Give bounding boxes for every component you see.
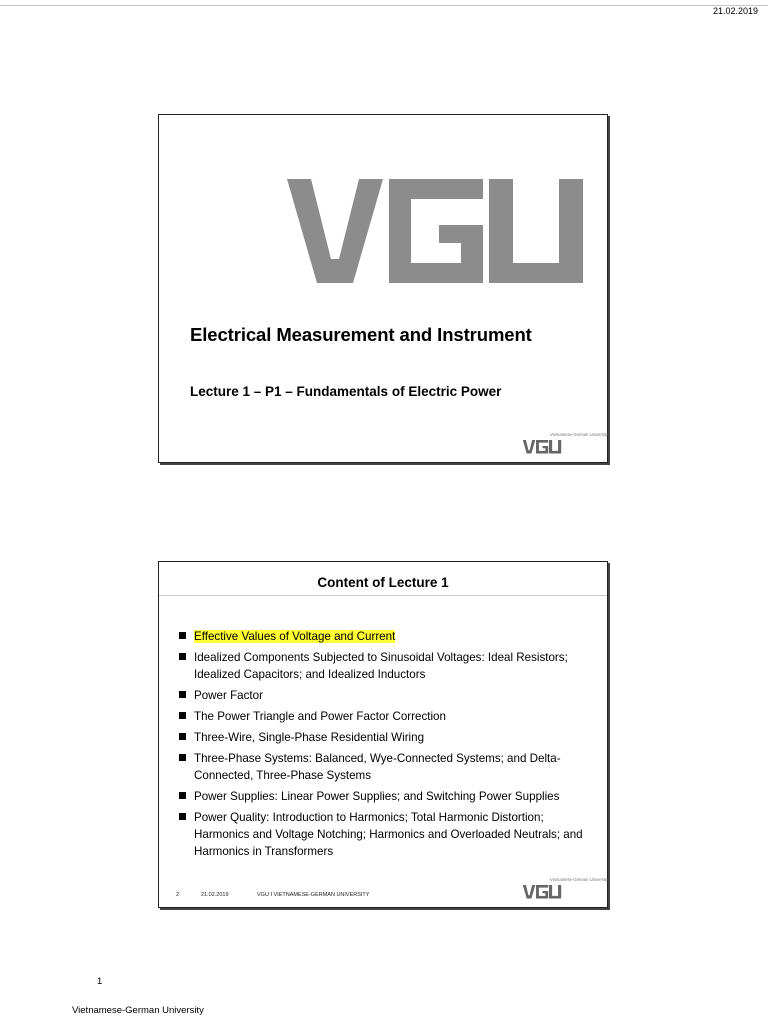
slide-2 xyxy=(158,561,608,908)
list-item: Power Supplies: Linear Power Supplies; and Switching Power Supplies xyxy=(179,788,599,805)
list-item: The Power Triangle and Power Factor Correction xyxy=(179,708,599,725)
vgu-logo-large xyxy=(287,179,583,287)
list-item xyxy=(179,628,599,645)
page-footer: Vietnamese-German University xyxy=(72,1005,204,1016)
slide-number: 2 xyxy=(176,892,180,898)
list-item: Power Factor xyxy=(179,687,599,704)
vgu-logo-small xyxy=(520,877,608,905)
slide-1 xyxy=(158,114,608,463)
vgu-mini-mark xyxy=(520,885,564,899)
header-date: 21.02.2019 xyxy=(712,6,758,16)
vgu-mini-mark xyxy=(520,440,564,454)
slide-2-title: Content of Lecture 1 xyxy=(317,575,449,590)
logo-caption: Vietnamese-German University xyxy=(549,432,608,437)
top-rule xyxy=(0,5,768,6)
list-item: Idealized Components Subjected to Sinusoidal Voltages: Ideal Resistors; Idealized Capacitors; and Idealized Inductors xyxy=(179,649,599,683)
slide-date: 21.02.2019 xyxy=(201,892,229,898)
page-number: 1 xyxy=(97,976,103,987)
slide-1-title: Electrical Measurement and Instrument xyxy=(190,324,532,345)
logo-caption: Vietnamese-German University xyxy=(549,877,608,882)
slide-2-header xyxy=(159,562,607,596)
lecture-content-list xyxy=(179,628,599,864)
list-item: Power Quality: Introduction to Harmonics; Total Harmonic Distortion; Harmonics and Voltage Notching; Harmonics and Overloaded Neutrals; and Harmonics in Transformers xyxy=(179,809,599,860)
vgu-logo-small xyxy=(520,432,608,460)
list-item: Three-Wire, Single-Phase Residential Wiring xyxy=(179,729,599,746)
slide-organization: VGU I VIETNAMESE-GERMAN UNIVERSITY xyxy=(257,892,370,898)
list-item: Three-Phase Systems: Balanced, Wye-Connected Systems; and Delta-Connected, Three-Phase Systems xyxy=(179,750,599,784)
highlighted-text: Effective Values of Voltage and Current xyxy=(194,630,396,643)
slide-1-subtitle: Lecture 1 – P1 – Fundamentals of Electric Power xyxy=(190,384,502,399)
